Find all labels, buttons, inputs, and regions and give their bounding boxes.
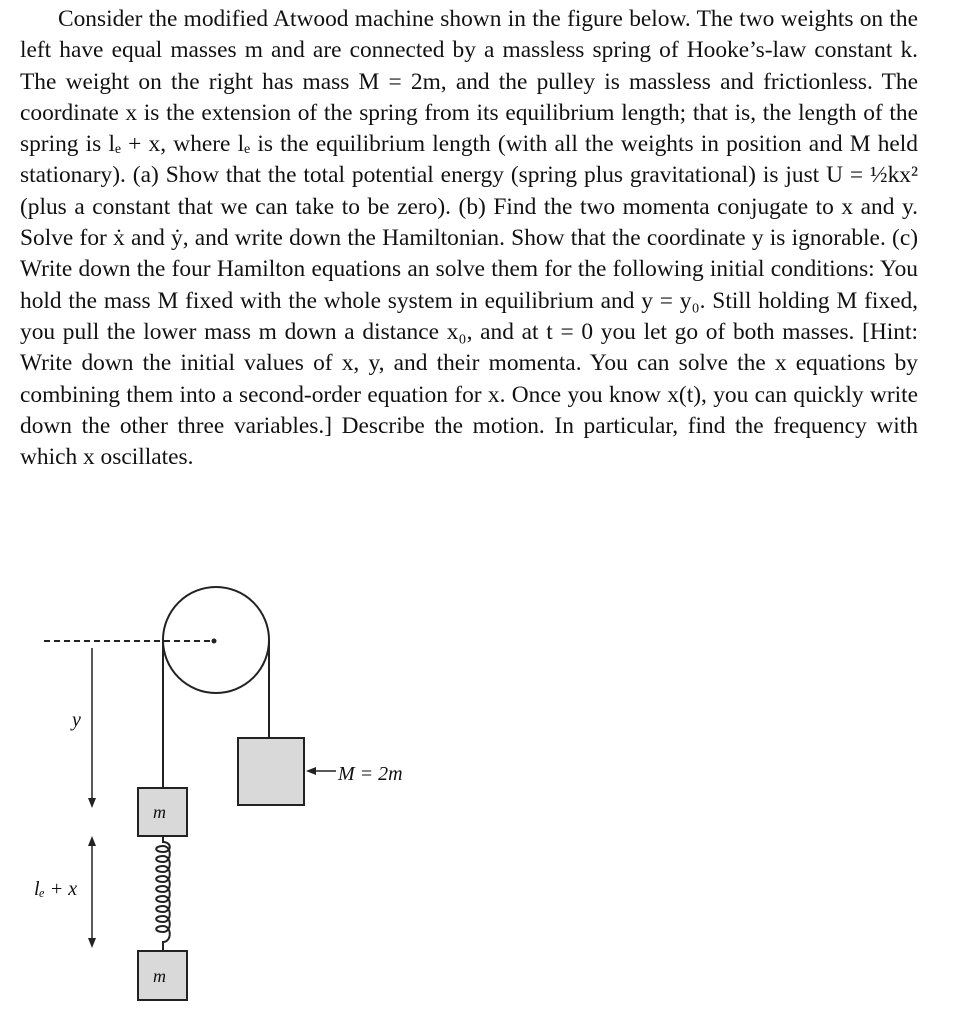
reference-point: [212, 639, 217, 644]
problem-statement: [20, 4, 918, 473]
atwood-diagram: [0, 570, 955, 1015]
spring-length-arrow-head-down: [88, 938, 96, 948]
lower-mass-label: m: [153, 966, 166, 986]
y-arrow-head: [88, 798, 96, 808]
upper-mass-label: m: [153, 802, 166, 822]
spring-length-arrow-head-up: [88, 836, 96, 846]
problem-paragraph: Consider the modified Atwood machine shown in the figure below. The two weights on the left have equal masses m and are connected by a massless spring of Hooke’s-law constant k. The weight on the right has mass M = 2m, and the pulley is massless and frictionless. The coordinate x is the extension of the spring from its equilibrium length; that is, the length of the spring is lₑ + x, where lₑ is the equilibrium length (with all the weights in position and M held stationary). (a) Show that the total potential energy (spring plus gravitational) is just U = ½kx² (plus a constant that we can take to be zero). (b) Find the two momenta conjugate to x and y. Solve for ẋ and ẏ, and write down the Hamiltonian. Show that the coordinate y is ignorable. (c) Write down the four Hamilton equations an solve them for the following initial conditions: You hold the mass M fixed with the whole system in equilibrium and y = y₀. Still holding M fixed, you pull the lower mass m down a distance x₀, and at t = 0 you let go of both masses. [Hint: Write down the initial values of x, y, and their momenta. You can solve the x equations by combining them into a second-order equation for x. Once you know x(t), you can quickly write down the other three variables.] Describe the motion. In particular, find the frequency with which x oscillates.: [20, 6, 918, 471]
right-mass-block: [238, 738, 304, 805]
atwood-machine-figure: [0, 570, 955, 1015]
y-label: y: [72, 709, 81, 731]
right-mass-pointer-head: [306, 767, 316, 775]
spring: [156, 836, 170, 951]
right-mass-label: M = 2m: [338, 763, 403, 785]
spring-length-label: lₑ + x: [34, 878, 78, 900]
